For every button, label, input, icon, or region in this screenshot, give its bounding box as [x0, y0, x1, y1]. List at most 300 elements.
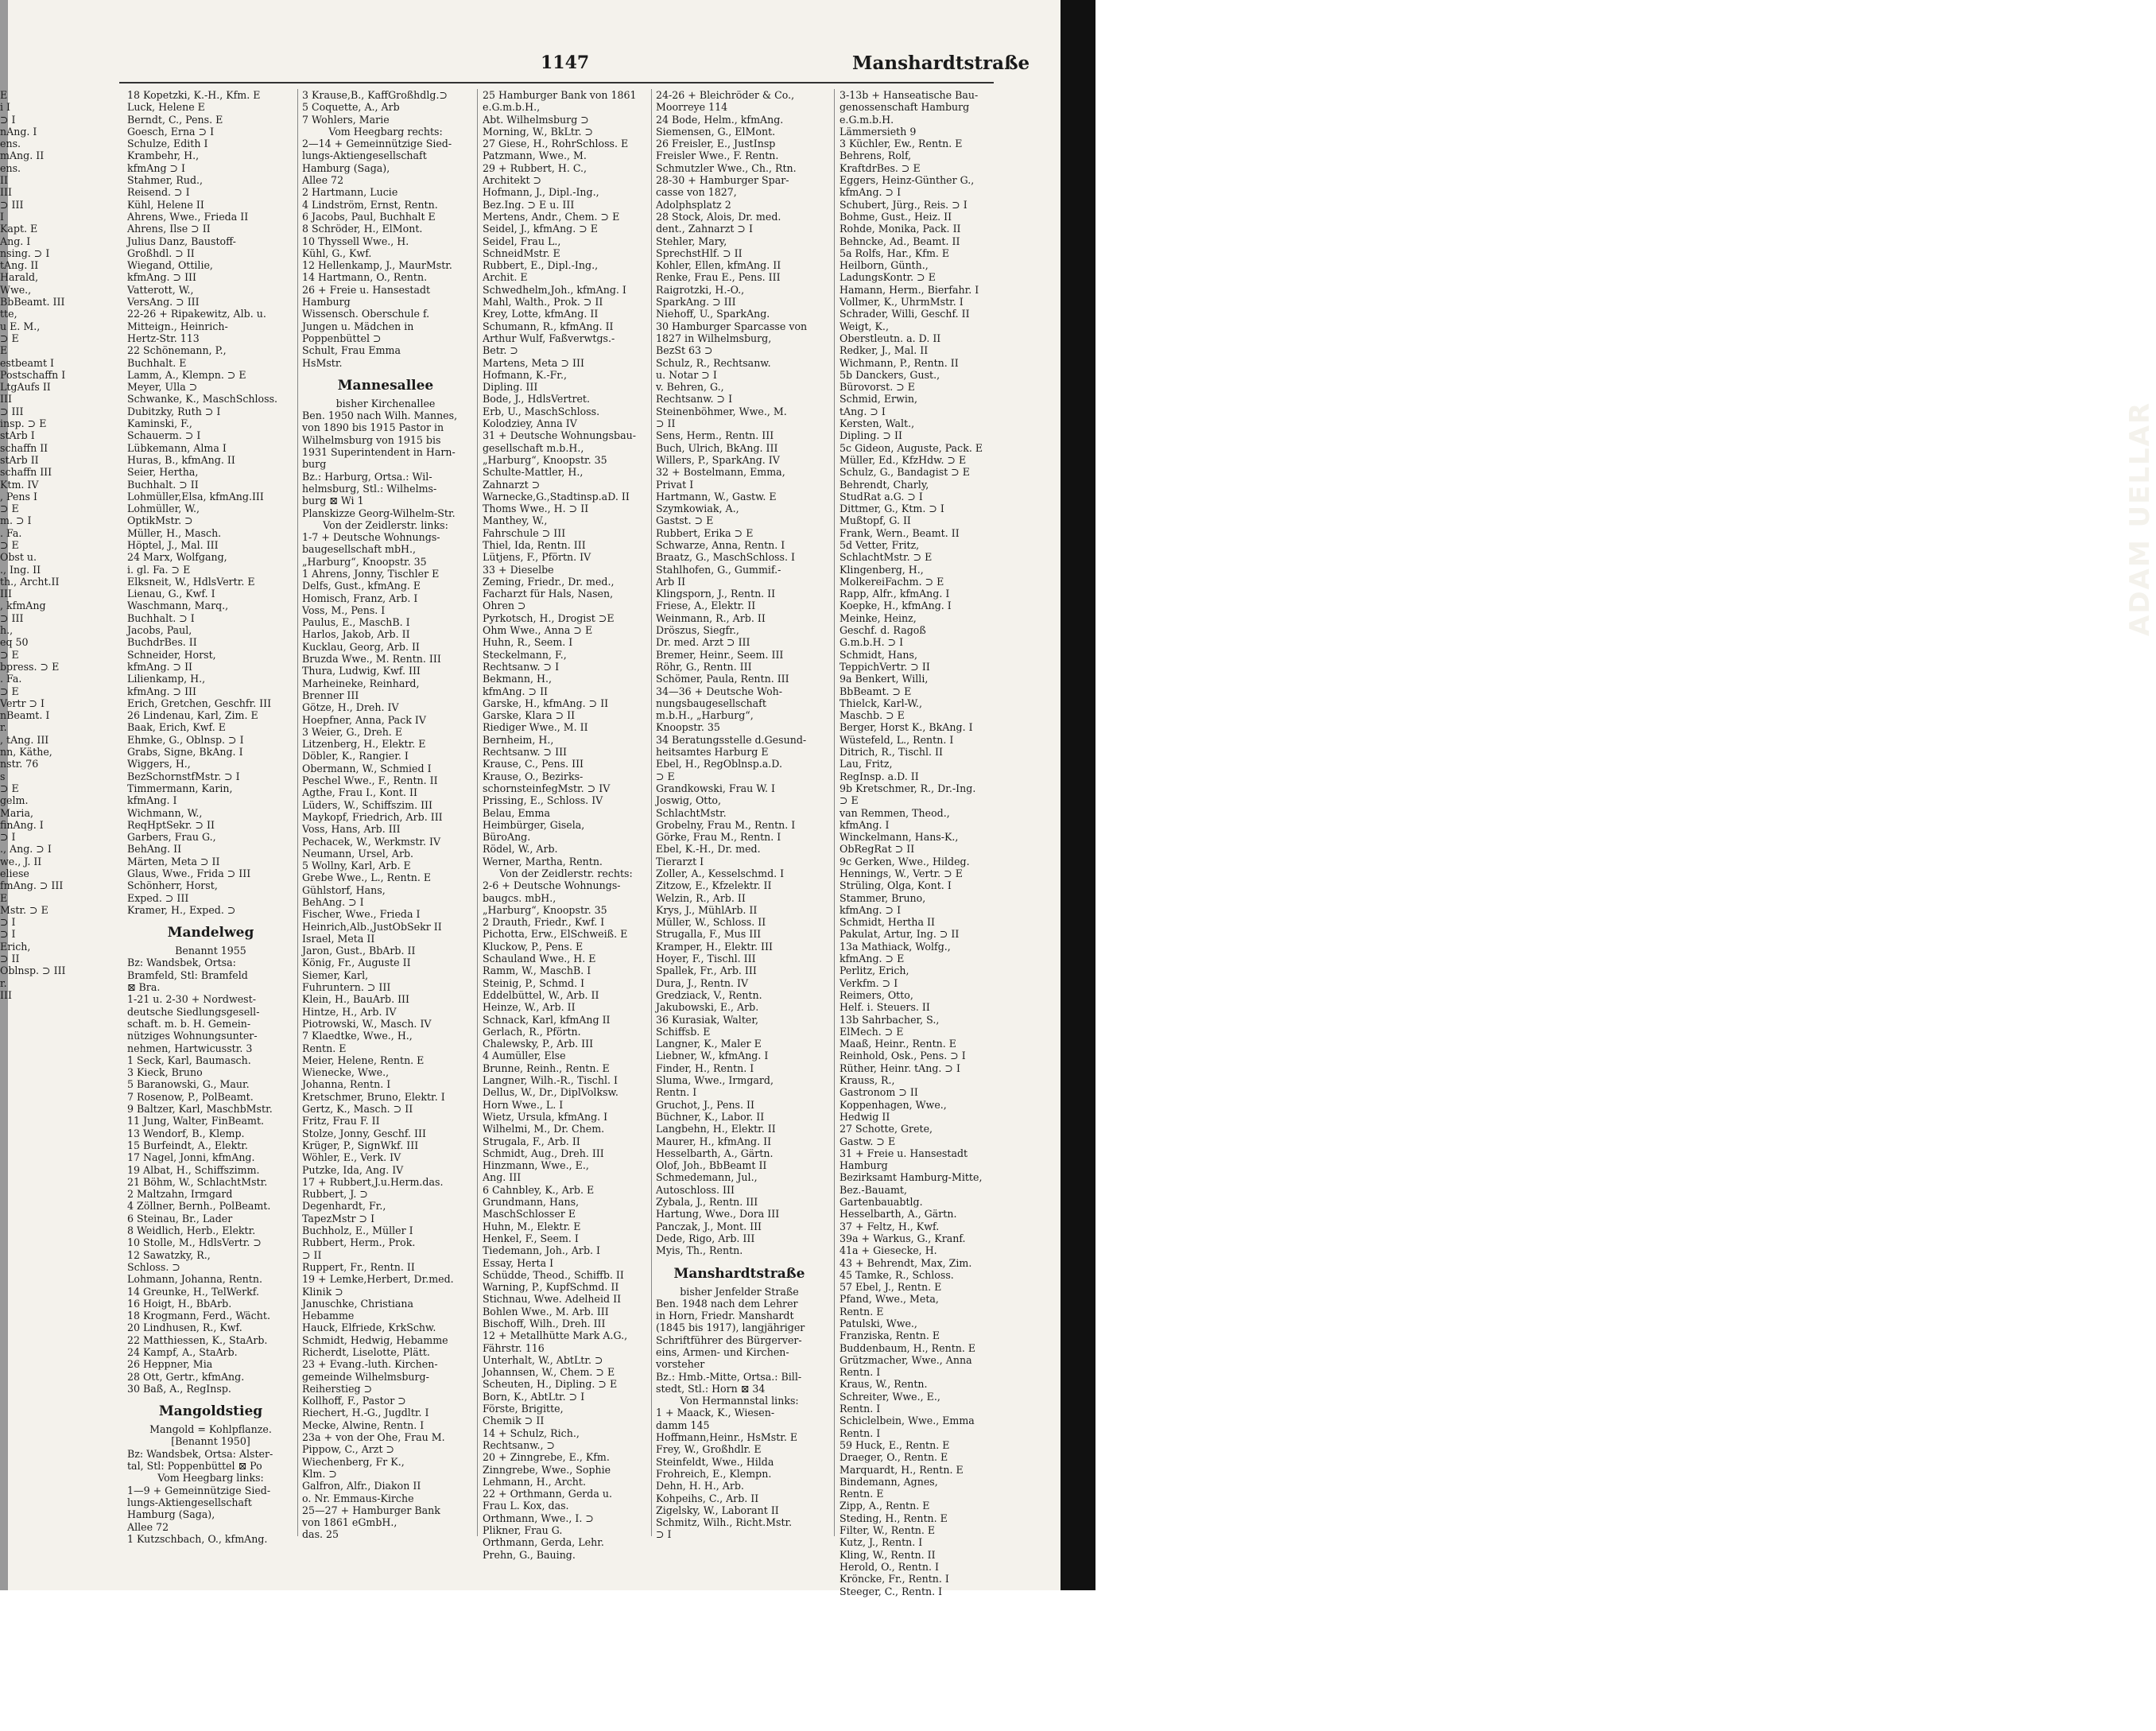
directory-entry: Maschb. ⊃ E — [840, 709, 905, 722]
directory-entry: Fuhruntern. ⊃ III — [302, 981, 391, 994]
directory-entry: ⊃ E — [656, 770, 675, 782]
directory-entry: 25—27 + Hamburger Bank — [302, 1504, 440, 1516]
directory-entry: Obermann, W., Schmied I — [302, 762, 432, 774]
directory-entry: Kling, W., Rentn. II — [840, 1548, 936, 1561]
directory-entry: tal, Stl: Poppenbüttel ⊠ Po — [127, 1460, 262, 1473]
directory-entry: 31 + Freie u. Hansestadt — [840, 1147, 968, 1159]
directory-entry: Sens, Herm., Rentn. III — [656, 429, 774, 442]
directory-entry: , Pens I — [0, 490, 37, 503]
directory-entry: Orthmann, Gerda, Lehr. — [483, 1536, 604, 1549]
directory-entry: Müller, H., Masch. — [127, 526, 222, 539]
directory-entry: Kapt. E — [0, 223, 38, 235]
directory-entry: stArb I — [0, 429, 35, 442]
directory-entry: Rentn. E — [302, 1042, 347, 1054]
directory-entry: Schmitz, Wilh., Richt.Mstr. — [656, 1516, 793, 1529]
section-note: Von Hermannstal links: — [680, 1395, 799, 1407]
directory-entry: Reisend. ⊃ I — [127, 186, 190, 199]
directory-entry: Oblnsp. ⊃ III — [0, 964, 66, 977]
directory-entry: Kolodziey, Anna IV — [483, 417, 577, 430]
directory-entry: Mertens, Andr., Chem. ⊃ E — [483, 210, 620, 223]
directory-entry: Wüstefeld, L., Rentn. I — [840, 733, 954, 746]
directory-entry: Elksneit, W., HdlsVertr. E — [127, 575, 255, 588]
directory-entry: 7 Klaedtke, Wwe., H., — [302, 1030, 413, 1042]
directory-entry: Klingsporn, J., Rentn. II — [656, 588, 776, 600]
directory-entry: SchlachtMstr. — [656, 806, 727, 819]
directory-entry: Schiclelbein, Wwe., Emma — [840, 1415, 975, 1427]
directory-entry: Lohmüller, W., — [127, 503, 200, 515]
directory-entry: von 1861 eGmbH., — [302, 1516, 397, 1529]
directory-entry: Lämmersieth 9 — [840, 125, 917, 138]
directory-entry: Maaß, Heinr., Rentn. E — [840, 1038, 956, 1050]
directory-entry: 3 Krause,B., KaffGroßhdlg.⊃ — [302, 89, 448, 101]
directory-entry: Gastw. ⊃ E — [840, 1135, 896, 1147]
directory-entry: 3 Küchler, Ew., Rentn. E — [840, 138, 963, 150]
directory-entry: 1 + Maack, K., Wiesen- — [656, 1407, 775, 1419]
directory-entry: Frohreich, E., Klempn. — [656, 1467, 772, 1480]
column-4 — [656, 89, 823, 1584]
directory-entry: Erich, Gretchen, Geschfr. III — [127, 697, 272, 709]
directory-entry: Hartmann, W., Gastw. E — [656, 490, 777, 503]
directory-entry: Ang. III — [483, 1171, 522, 1184]
directory-entry: Bischoff, Wilh., Dreh. III — [483, 1317, 606, 1329]
directory-entry: Mahl, Walth., Prok. ⊃ II — [483, 296, 603, 309]
directory-entry: Büchner, K., Labor. II — [656, 1110, 765, 1123]
directory-entry: 5c Gideon, Auguste, Pack. E — [840, 441, 983, 454]
directory-entry: Born, K., AbtLtr. ⊃ I — [483, 1390, 585, 1403]
directory-entry: Behrendt, Charly, — [840, 478, 929, 491]
spine-stamp: ADAM UELLAR — [2124, 401, 2156, 636]
directory-entry: th., Archt.II — [0, 575, 60, 588]
directory-entry: 36 Kurasiak, Walter, — [656, 1013, 758, 1026]
directory-entry: Hamburg (Saga), — [302, 161, 390, 174]
directory-entry: Glaus, Wwe., Frida ⊃ III — [127, 867, 251, 879]
directory-entry: Bohlen Wwe., M. Arb. III — [483, 1305, 609, 1318]
directory-entry: 24 Kampf, A., StaArb. — [127, 1345, 238, 1358]
directory-entry: Jakubowski, E., Arb. — [656, 1001, 759, 1014]
directory-entry: Maria, — [0, 806, 33, 819]
directory-entry: Wiggers, H., — [127, 758, 191, 770]
directory-entry: Verkfm. ⊃ I — [840, 976, 898, 989]
directory-entry: Dede, Rigo, Arb. III — [656, 1232, 755, 1244]
directory-entry: 3 Kieck, Bruno — [127, 1066, 203, 1079]
directory-entry: Bekmann, H., — [483, 673, 553, 685]
directory-entry: Prissing, E., Schloss. IV — [483, 794, 603, 807]
directory-entry: Raigrotzki, H.-O., — [656, 283, 745, 296]
directory-entry: baugcs. mbH., — [483, 891, 556, 904]
directory-entry: 5 Baranowski, G., Maur. — [127, 1078, 250, 1091]
directory-entry: E — [0, 891, 8, 904]
directory-entry: Rubbert, E., Dipl.-Ing., — [483, 259, 599, 272]
directory-entry: TapezMstr ⊃ I — [302, 1212, 375, 1225]
directory-entry: Höptel, J., Mal. III — [127, 538, 219, 551]
directory-entry: Plikner, Frau G. — [483, 1524, 563, 1537]
directory-entry: Lüders, W., Schiffszim. III — [302, 798, 432, 811]
directory-entry: 4 Zöllner, Bernh., PolBeamt. — [127, 1200, 271, 1213]
directory-entry: ⊃ I — [0, 916, 16, 929]
directory-entry: Dittmer, G., Ktm. ⊃ I — [840, 503, 944, 515]
directory-entry: Paulus, E., MaschB. I — [302, 616, 410, 629]
directory-entry: Essay, Herta I — [483, 1256, 554, 1269]
directory-entry: Seier, Hertha, — [127, 466, 199, 479]
directory-entry: Litzenberg, H., Elektr. E — [302, 738, 426, 751]
directory-entry: Garske, H., kfmAng. ⊃ II — [483, 697, 609, 709]
directory-entry: 30 Hamburger Sparcasse von — [656, 320, 808, 332]
directory-entry: Stolze, Jonny, Geschf. III — [302, 1127, 426, 1139]
directory-entry: 7 Rosenow, P., PolBeamt. — [127, 1090, 254, 1103]
directory-entry: ⊃ E — [0, 648, 19, 661]
directory-entry: Görke, Frau M., Rentn. I — [656, 831, 781, 844]
directory-entry: 1-7 + Deutsche Wohnungs- — [302, 531, 440, 544]
directory-entry: Dipling. ⊃ II — [840, 429, 902, 442]
directory-entry: Hamburg — [840, 1159, 888, 1172]
directory-entry: 17 + Rubbert,J.u.Herm.das. — [302, 1175, 444, 1188]
directory-entry: Pfand, Wwe., Meta, — [840, 1293, 939, 1306]
directory-entry: 22 Matthiessen, K., StaArb. — [127, 1333, 268, 1346]
directory-entry: Schult, Frau Emma — [302, 344, 401, 357]
directory-entry: 1 Kutzschbach, O., kfmAng. — [127, 1532, 268, 1545]
directory-entry: Spallek, Fr., Arb. III — [656, 964, 757, 977]
directory-entry: nütziges Wohnungsunter- — [127, 1030, 258, 1042]
directory-entry: helmsburg, Stl.: Wilhelms- — [302, 482, 437, 495]
directory-entry: Hofmann, K.-Fr., — [483, 368, 567, 381]
directory-entry: 7 Wohlers, Marie — [302, 113, 390, 126]
directory-entry: Redker, J., Mal. II — [840, 344, 929, 357]
directory-entry: Kramper, H., Elektr. III — [656, 940, 773, 953]
directory-entry: Stichnau, Wwe. Adelheid II — [483, 1293, 622, 1306]
directory-entry: MaschSchlosser E — [483, 1208, 576, 1221]
directory-entry: estbeamt I — [0, 356, 54, 369]
directory-entry: 22 + Orthmann, Gerda u. — [483, 1488, 612, 1500]
directory-entry: Thiel, Ida, Rentn. III — [483, 538, 586, 551]
directory-entry: Schulz, G., Bandagist ⊃ E — [840, 466, 971, 479]
directory-entry: Welzin, R., Arb. II — [656, 891, 746, 904]
directory-entry: 28 Stock, Alois, Dr. med. — [656, 210, 781, 223]
directory-entry: mAng. II — [0, 149, 45, 162]
directory-entry: Vatterott, W., — [127, 283, 194, 296]
directory-entry: Hartung, Wwe., Dora III — [656, 1208, 780, 1221]
section-note: Mangold = Kohlpflanze. — [149, 1423, 272, 1436]
directory-entry: s — [0, 770, 6, 782]
directory-entry: Schmidt, Aug., Dreh. III — [483, 1147, 604, 1159]
directory-entry: deutsche Siedlungsgesell- — [127, 1005, 260, 1018]
directory-entry: Allee 72 — [302, 174, 344, 187]
directory-entry: Grebe Wwe., L., Rentn. E — [302, 871, 432, 884]
directory-entry: kfmAng. ⊃ III — [127, 685, 196, 697]
directory-entry: Geschf. d. Ragoß — [840, 624, 926, 637]
directory-entry: r. — [0, 976, 7, 989]
directory-entry: Großhdl. ⊃ II — [127, 246, 195, 259]
directory-entry: 5 Wollny, Karl, Arb. E — [302, 860, 411, 872]
section-note: Von der Zeidlerstr. rechts: — [499, 867, 633, 879]
directory-entry: MolkereiFachm. ⊃ E — [840, 575, 944, 588]
directory-entry: Archit. E — [483, 271, 528, 284]
directory-entry: Tierarzt I — [656, 855, 704, 867]
directory-entry: E — [0, 344, 8, 357]
directory-entry: Bernheim, H., — [483, 733, 554, 746]
directory-entry: Scheuten, H., Dipling. ⊃ E — [483, 1378, 618, 1391]
directory-entry: Heinrich,Alb.,JustObSekr II — [302, 920, 442, 933]
directory-entry: m.b.H., „Harburg“, — [656, 709, 754, 722]
directory-entry: 9 Baltzer, Karl, MaschbMstr. — [127, 1103, 273, 1116]
directory-entry: baugesellschaft mbH., — [302, 543, 417, 556]
directory-entry: Rubbert, Herm., Prok. — [302, 1236, 416, 1249]
column-5 — [840, 89, 1006, 1597]
directory-entry: Ang. I — [0, 235, 31, 247]
directory-entry: 1-21 u. 2-30 + Nordwest- — [127, 993, 256, 1006]
directory-entry: Klingenberg, H., — [840, 563, 924, 576]
directory-entry: Neumann, Ursel, Arb. — [302, 847, 414, 860]
directory-entry: 13a Mathiack, Wolfg., — [840, 940, 951, 953]
directory-entry: Koppenhagen, Wwe., — [840, 1098, 947, 1111]
directory-entry: ⊃ I — [0, 113, 16, 126]
directory-entry: Rentn. I — [840, 1403, 881, 1415]
directory-entry: Klm. ⊃ — [302, 1467, 337, 1480]
section-note: bisher Kirchenallee — [335, 397, 436, 409]
directory-entry: Horn Wwe., L. I — [483, 1098, 564, 1111]
directory-entry: vorsteher — [656, 1358, 705, 1371]
directory-entry: Allee 72 — [127, 1520, 169, 1533]
directory-entry: e.G.m.b.H. — [840, 113, 894, 126]
directory-entry: 1 Ahrens, Jonny, Tischler E — [302, 567, 440, 580]
directory-entry: 26 Lindenau, Karl, Zim. E — [127, 709, 258, 722]
directory-entry: Rentn. I — [840, 1366, 881, 1379]
directory-entry: Patulski, Wwe., — [840, 1317, 917, 1329]
directory-entry: Hesselbarth, A., Gärtn. — [840, 1208, 957, 1221]
street-heading: Mannesallee — [337, 377, 434, 394]
directory-entry: Zitzow, E., Kfzelektr. II — [656, 879, 772, 892]
directory-entry: ElMech. ⊃ E — [840, 1025, 904, 1038]
section-note: bisher Jenfelder Straße — [680, 1285, 799, 1298]
directory-entry: 4 Aumüller, Else — [483, 1050, 566, 1062]
directory-entry: Mitteign., Heinrich- — [127, 320, 228, 332]
directory-entry: ⊃ E — [0, 782, 19, 794]
directory-entry: Jungen u. Mädchen in — [302, 320, 414, 332]
directory-entry: i I — [0, 101, 11, 114]
directory-entry: Schulz, R., Rechtsanw. — [656, 356, 771, 369]
directory-entry: we., J. II — [0, 855, 42, 867]
directory-entry: Kohler, Ellen, kfmAng. II — [656, 259, 781, 272]
directory-entry: Seidel, J., kfmAng. ⊃ E — [483, 223, 598, 235]
directory-entry: Ahrens, Ilse ⊃ II — [127, 223, 211, 235]
directory-entry: 19 + Lemke,Herbert, Dr.med. — [302, 1273, 454, 1286]
directory-entry: 5b Danckers, Gust., — [840, 368, 940, 381]
directory-entry: Draeger, O., Rentn. E — [840, 1451, 948, 1464]
directory-entry: 41a + Giesecke, H. — [840, 1244, 937, 1257]
directory-entry: Winckelmann, Hans-K., — [840, 831, 959, 844]
column-3 — [483, 89, 650, 1584]
directory-entry: u E. M., — [0, 320, 41, 332]
directory-entry: o. Nr. Emmaus-Kirche — [302, 1492, 414, 1504]
directory-entry: Betr. ⊃ — [483, 344, 518, 357]
directory-entry: 5 Coquette, A., Arb — [302, 101, 400, 114]
directory-entry: Steinenböhmer, Wwe., M. — [656, 405, 787, 417]
directory-entry: Thura, Ludwig, Kwf. III — [302, 665, 421, 677]
directory-entry: Bz.: Hmb.-Mitte, Ortsa.: Bill- — [656, 1370, 802, 1383]
running-head: Manshardtstraße — [852, 52, 1030, 74]
directory-entry: Marquardt, H., Rentn. E — [840, 1463, 964, 1476]
directory-entry: Kutz, J., Rentn. I — [840, 1536, 923, 1549]
directory-entry: bpress. ⊃ E — [0, 660, 60, 673]
directory-entry: Ebel, H., RegOblnsp.a.D. — [656, 758, 782, 770]
directory-entry: Schömer, Paula, Rentn. III — [656, 673, 789, 685]
book-spine-edge — [1061, 0, 2156, 1590]
directory-entry: 13b Sahrbacher, S., — [840, 1013, 940, 1026]
directory-entry: 34—36 + Deutsche Woh- — [656, 685, 783, 697]
directory-entry: Strugala, F., Arb. II — [483, 1135, 580, 1147]
directory-entry: Ahrens, Wwe., Frieda II — [127, 210, 249, 223]
directory-entry: Delfs, Gust., kfmAng. E — [302, 580, 421, 592]
directory-entry: SprechstHlf. ⊃ II — [656, 246, 743, 259]
directory-entry: Schüdde, Theod., Schiffb. II — [483, 1268, 624, 1281]
directory-entry: Kaminski, F., — [127, 417, 192, 430]
directory-entry: Fahrschule ⊃ III — [483, 526, 566, 539]
directory-entry: Wietz, Ursula, kfmAng. I — [483, 1110, 608, 1123]
directory-entry: Januschke, Christiana — [302, 1297, 413, 1310]
directory-entry: 1 Seck, Karl, Baumasch. — [127, 1054, 251, 1066]
directory-entry: BehAng. II — [127, 843, 182, 856]
directory-entry: Lütjens, F., Pförtn. IV — [483, 551, 591, 564]
directory-entry: kfmAng ⊃ I — [127, 161, 186, 174]
directory-entry: Ruppert, Fr., Rentn. II — [302, 1260, 415, 1273]
directory-entry: kfmAng. ⊃ I — [840, 903, 902, 916]
directory-entry: Kröncke, Fr., Rentn. I — [840, 1573, 949, 1585]
directory-entry: Müller, Ed., KfzHdw. ⊃ E — [840, 453, 967, 466]
directory-entry: StudRat a.G. ⊃ I — [840, 490, 923, 503]
directory-entry: 2—14 + Gemeinnützige Sied- — [302, 138, 452, 150]
directory-entry: Finder, H., Rentn. I — [656, 1061, 754, 1074]
directory-entry: kfmAng. ⊃ II — [127, 660, 193, 673]
directory-entry: Lamm, A., Klempn. ⊃ E — [127, 368, 246, 381]
directory-entry: TeppichVertr. ⊃ II — [840, 660, 930, 673]
directory-entry: 5a Rolfs, Har., Kfm. E — [840, 246, 950, 259]
directory-entry: Bode, J., HdlsVertret. — [483, 393, 590, 406]
directory-entry: Vertr ⊃ I — [0, 697, 45, 709]
directory-entry: 25 Hamburger Bank von 1861 — [483, 89, 637, 101]
directory-entry: Schnack, Karl, kfmAng II — [483, 1013, 611, 1026]
directory-entry: Luck, Helene E — [127, 101, 205, 114]
directory-entry: Grabs, Signe, BkAng. I — [127, 746, 243, 759]
directory-entry: Wienecke, Wwe., — [302, 1066, 390, 1079]
directory-entry: 20 Lindhusen, R., Kwf. — [127, 1322, 242, 1334]
directory-entry: Lehmann, H., Archt. — [483, 1475, 586, 1488]
directory-entry: stedt, Stl.: Horn ⊠ 34 — [656, 1382, 766, 1395]
directory-entry: Stahmer, Rud., — [127, 174, 204, 187]
directory-entry: Fährstr. 116 — [483, 1341, 545, 1354]
directory-entry: 37 + Feltz, H., Kwf. — [840, 1220, 940, 1232]
directory-entry: Hesselbarth, A., Gärtn. — [656, 1147, 774, 1159]
directory-entry: Schulte-Mattler, H., — [483, 466, 584, 479]
directory-entry: Lübkemann, Alma I — [127, 441, 227, 454]
directory-entry: ⊃ II — [0, 953, 20, 965]
directory-entry: Hauck, Elfriede, KrkSchw. — [302, 1322, 436, 1334]
directory-entry: Degenhardt, Fr., — [302, 1200, 386, 1213]
directory-entry: Knoopstr. 35 — [656, 721, 720, 734]
directory-entry: tAng. II — [0, 259, 39, 272]
directory-entry: 26 Freisler, E., JustInsp — [656, 138, 776, 150]
directory-entry: nBeamt. I — [0, 709, 50, 722]
directory-entry: Kraus, W., Rentn. — [840, 1378, 928, 1391]
directory-entry: Kohpeihs, C., Arb. II — [656, 1492, 759, 1504]
directory-entry: 9b Kretschmer, R., Dr.-Ing. — [840, 782, 976, 794]
directory-entry: Johannsen, W., Chem. ⊃ E — [483, 1366, 615, 1379]
directory-entry: Bez.Ing. ⊃ E u. III — [483, 198, 575, 211]
directory-entry: ⊃ I — [0, 928, 16, 941]
directory-entry: Hoepfner, Anna, Pack IV — [302, 713, 426, 726]
directory-entry: Ohren ⊃ — [483, 600, 526, 612]
directory-entry: 14 Greunke, H., TelWerkf. — [127, 1285, 260, 1298]
section-note: Vom Heegbarg rechts: — [328, 125, 443, 138]
header-rule — [119, 82, 994, 83]
directory-entry: Schulze, Edith I — [127, 138, 208, 150]
directory-entry: gemeinde Wilhelmsburg- — [302, 1370, 429, 1383]
directory-entry: 12 Hellenkamp, J., MaurMstr. — [302, 259, 452, 272]
directory-entry: casse von 1827, — [656, 186, 737, 199]
directory-entry: Huras, B., kfmAng. II — [127, 453, 235, 466]
directory-entry: 26 + Freie u. Hansestadt — [302, 283, 431, 296]
column-divider — [477, 89, 478, 1536]
directory-entry: Bezirksamt Hamburg-Mitte, — [840, 1171, 983, 1184]
directory-entry: Buchholz, E., Müller I — [302, 1225, 413, 1237]
directory-entry: Heinze, W., Arb. II — [483, 1001, 576, 1014]
directory-entry: Langner, K., Maler E — [656, 1038, 762, 1050]
directory-entry: Riediger Wwe., M. II — [483, 721, 588, 734]
directory-entry: HsMstr. — [302, 356, 343, 369]
directory-entry: Planskizze Georg-Wilhelm-Str. — [302, 506, 456, 519]
directory-entry: Maykopf, Friedrich, Arb. III — [302, 810, 443, 823]
directory-entry: Harald, — [0, 271, 39, 284]
directory-entry: Schneider, Horst, — [127, 648, 216, 661]
directory-entry: Gastronom ⊃ II — [840, 1086, 918, 1099]
directory-entry: lungs-Aktiengesellschaft — [127, 1496, 252, 1508]
directory-entry: Jaron, Gust., BbArb. II — [302, 945, 416, 957]
directory-entry: Sluma, Wwe., Irmgard, — [656, 1074, 774, 1087]
column-1 — [127, 89, 294, 1584]
directory-entry: 21 Böhm, W., SchlachtMstr. — [127, 1175, 268, 1188]
directory-entry: Voss, Hans, Arb. III — [302, 823, 401, 836]
directory-entry: Strüling, Olga, Kont. I — [840, 879, 952, 892]
directory-entry: Gertz, K., Masch. ⊃ II — [302, 1103, 413, 1116]
directory-entry: 28 Ott, Gertr., kfmAng. — [127, 1370, 245, 1383]
directory-entry: Wiechenberg, Fr K., — [302, 1455, 405, 1468]
directory-entry: kfmAng. I — [127, 794, 177, 807]
directory-entry: Rechtsanw., ⊃ — [483, 1438, 556, 1451]
directory-entry: Rüther, Heinr. tAng. ⊃ I — [840, 1061, 960, 1074]
directory-entry: Schriftführer des Bürgerver- — [656, 1333, 802, 1346]
directory-entry: Hedwig II — [840, 1110, 890, 1123]
directory-entry: Koepke, H., kfmAng. I — [840, 600, 952, 612]
directory-entry: Lohmüller,Elsa, kfmAng.III — [127, 490, 264, 503]
directory-entry: h., — [0, 624, 14, 637]
directory-entry: Frank, Wern., Beamt. II — [840, 526, 960, 539]
directory-entry: Förste, Brigitte, — [483, 1403, 564, 1415]
directory-entry: II — [0, 174, 8, 187]
directory-entry: Vollmer, K., UhrmMstr. I — [840, 296, 964, 309]
directory-entry: Herold, O., Rentn. I — [840, 1560, 939, 1573]
directory-entry: Bramfeld, Stl: Bramfeld — [127, 968, 248, 981]
directory-entry: Autoschloss. III — [656, 1183, 735, 1196]
directory-entry: Fritz, Frau F. II — [302, 1115, 380, 1127]
directory-entry: Schmidt, Hedwig, Hebamme — [302, 1333, 448, 1346]
directory-entry: 22-26 + Ripakewitz, Alb. u. — [127, 308, 266, 320]
directory-entry: BezSt 63 ⊃ — [656, 344, 713, 357]
directory-entry: Schmutzler Wwe., Ch., Rtn. — [656, 161, 797, 174]
directory-entry: Belau, Emma — [483, 806, 550, 819]
directory-entry: ⊃ E — [0, 503, 19, 515]
directory-entry: Riechert, H.-G., Jugdltr. I — [302, 1407, 429, 1419]
directory-entry: Lau, Fritz, — [840, 758, 893, 770]
directory-entry: genossenschaft Hamburg — [840, 101, 970, 114]
directory-entry: Lienau, G., Kwf. I — [127, 588, 215, 600]
